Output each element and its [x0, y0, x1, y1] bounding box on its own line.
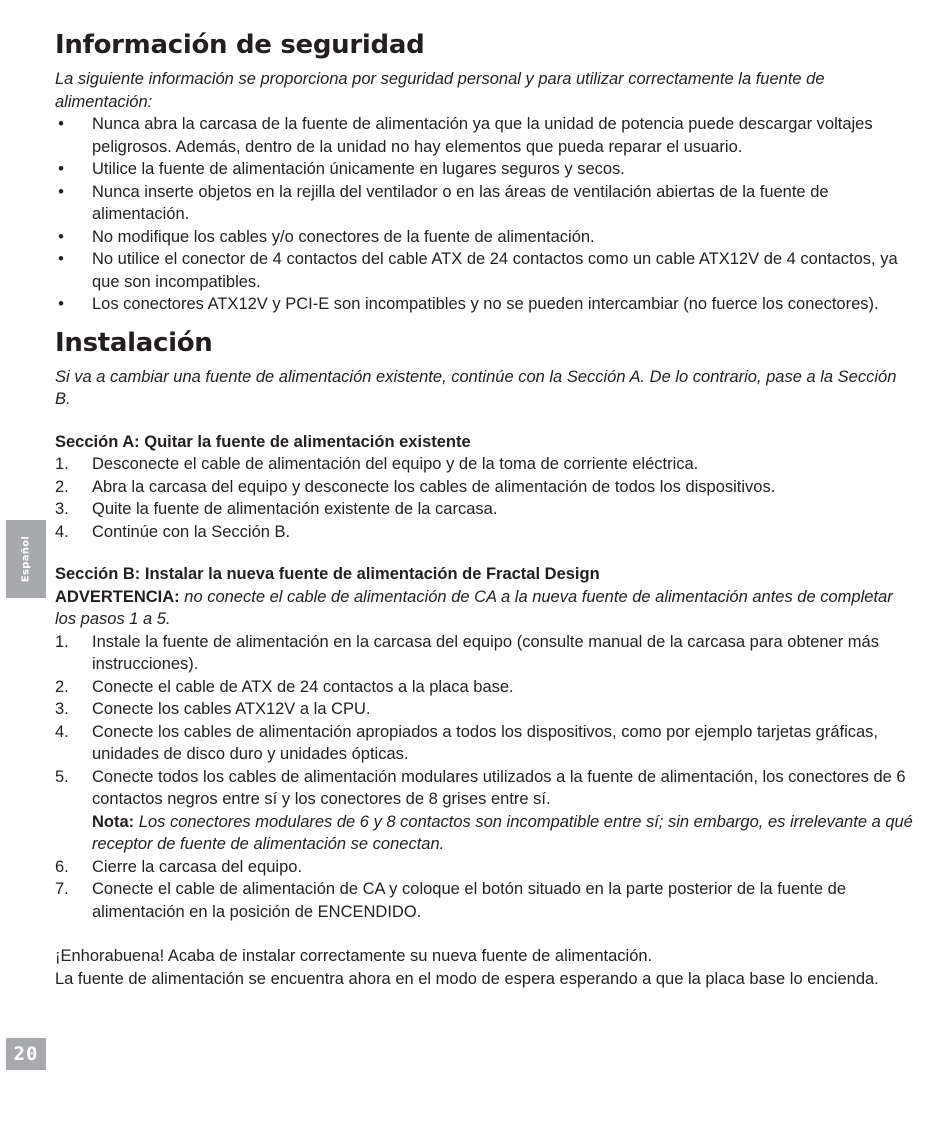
safety-list [55, 113, 915, 316]
closing-congrats: ¡Enhorabuena! Acaba de instalar correctamente su nueva fuente de alimentación. [55, 947, 653, 965]
list-item-text: Utilice la fuente de alimentación únicamente en lugares seguros y secos. [92, 160, 625, 178]
note-paragraph [92, 811, 915, 856]
warning-label: ADVERTENCIA: [55, 587, 180, 606]
bullet-glyph: • [58, 160, 64, 178]
bullet-glyph: • [58, 182, 64, 201]
step-item [55, 453, 915, 476]
step-item [55, 631, 915, 676]
list-item-text: Nunca inserte objetos en la rejilla del ventilador o en las áreas de ventilación abiertas de la fuente de alimentación. [92, 182, 829, 223]
closing-standby: La fuente de alimentación se encuentra ahora en el modo de espera esperando a que la placa base lo encienda. [55, 969, 879, 988]
step-text: Desconecte el cable de alimentación del equipo y de la toma de corriente eléctrica. [92, 455, 699, 473]
list-item-text: No utilice el conector de 4 contactos del cable ATX de 24 contactos como un cable ATX12V de 4 contactos, ya que son incompatibles. [92, 250, 898, 291]
safety-heading: Información de seguridad [55, 30, 425, 60]
step-item [55, 721, 915, 766]
step-number: 4. [55, 722, 69, 741]
list-item [55, 293, 915, 316]
list-item [55, 226, 915, 249]
step-item [55, 521, 915, 544]
installation-intro: Si va a cambiar una fuente de alimentación existente, continúe con la Sección A. De lo contrario, pase a la Sección B. [55, 367, 897, 408]
section-b-title: Sección B: Instalar la nueva fuente de alimentación de Fractal Design [55, 565, 600, 583]
step-item [55, 766, 915, 856]
warning-paragraph [55, 586, 915, 631]
step-text: Conecte el cable de alimentación de CA y coloque el botón situado en la parte posterior de la fuente de alimentación en la posición de ENCENDIDO. [92, 880, 847, 921]
installation-heading: Instalación [55, 327, 213, 358]
page-number: 20 [6, 1038, 46, 1070]
bullet-glyph: • [58, 295, 64, 313]
step-text: Instale la fuente de alimentación en la carcasa del equipo (consulte manual de la carcasa para obtener más instrucciones). [92, 632, 879, 673]
step-text: Conecte los cables de alimentación apropiados a todos los dispositivos, como por ejemplo tarjetas gráficas, unidades de disco duro y unidades ópticas. [92, 722, 879, 763]
section-b-steps [55, 631, 915, 924]
page-content [55, 28, 915, 990]
step-text: Quite la fuente de alimentación existente de la carcasa. [92, 500, 498, 518]
step-number: 5. [55, 767, 69, 786]
list-item-text: Nunca abra la carcasa de la fuente de alimentación ya que la unidad de potencia puede descargar voltajes peligrosos. Además, dentro de la unidad no hay elementos que pueda reparar el usuario. [92, 115, 873, 156]
list-item-text: Los conectores ATX12V y PCI-E son incompatibles y no se pueden intercambiar (no fuerce los conectores). [92, 295, 879, 313]
list-item [55, 248, 915, 293]
step-item [55, 856, 915, 879]
step-item [55, 476, 915, 499]
bullet-glyph: • [58, 227, 64, 246]
section-a-steps [55, 453, 915, 543]
warning-text: no conecte el cable de alimentación de CA a la nueva fuente de alimentación antes de completar los pasos 1 a 5. [55, 587, 893, 628]
note-text: Los conectores modulares de 6 y 8 contactos son incompatible entre sí; sin embargo, es irrelevante a qué receptor de fuente de alimentación se conectan. [92, 812, 913, 853]
step-text: Conecte los cables ATX12V a la CPU. [92, 700, 371, 718]
list-item [55, 158, 915, 181]
step-number: 3. [55, 500, 69, 518]
step-number: 2. [55, 677, 69, 696]
step-number: 3. [55, 700, 69, 718]
step-number: 7. [55, 880, 69, 898]
section-a-title: Sección A: Quitar la fuente de alimentación existente [55, 432, 471, 451]
step-text: Continúe con la Sección B. [92, 522, 291, 541]
safety-intro: La siguiente información se proporciona por seguridad personal y para utilizar correctamente la fuente de alimentación: [55, 70, 825, 111]
step-text: Cierre la carcasa del equipo. [92, 857, 303, 876]
step-item [55, 498, 915, 521]
step-text: Conecte todos los cables de alimentación modulares utilizados a la fuente de alimentación, los conectores de 6 contactos negros entre sí y los conectores de 8 grises entre sí. [92, 767, 906, 808]
step-text: Abra la carcasa del equipo y desconecte los cables de alimentación de todos los dispositivos. [92, 477, 776, 496]
step-item [55, 676, 915, 699]
step-item [55, 878, 915, 923]
step-number: 1. [55, 632, 69, 651]
step-text: Conecte el cable de ATX de 24 contactos a la placa base. [92, 677, 514, 696]
bullet-glyph: • [58, 250, 64, 268]
language-side-tab [6, 520, 46, 598]
step-number: 6. [55, 857, 69, 876]
step-number: 1. [55, 455, 69, 473]
step-number: 2. [55, 477, 69, 496]
step-number: 4. [55, 522, 69, 541]
bullet-glyph: • [58, 115, 64, 133]
list-item [55, 113, 915, 158]
list-item-text: No modifique los cables y/o conectores de la fuente de alimentación. [92, 227, 595, 246]
note-label: Nota: [92, 812, 135, 831]
step-item [55, 698, 915, 721]
language-tab-label: Español [20, 535, 32, 583]
list-item [55, 181, 915, 226]
